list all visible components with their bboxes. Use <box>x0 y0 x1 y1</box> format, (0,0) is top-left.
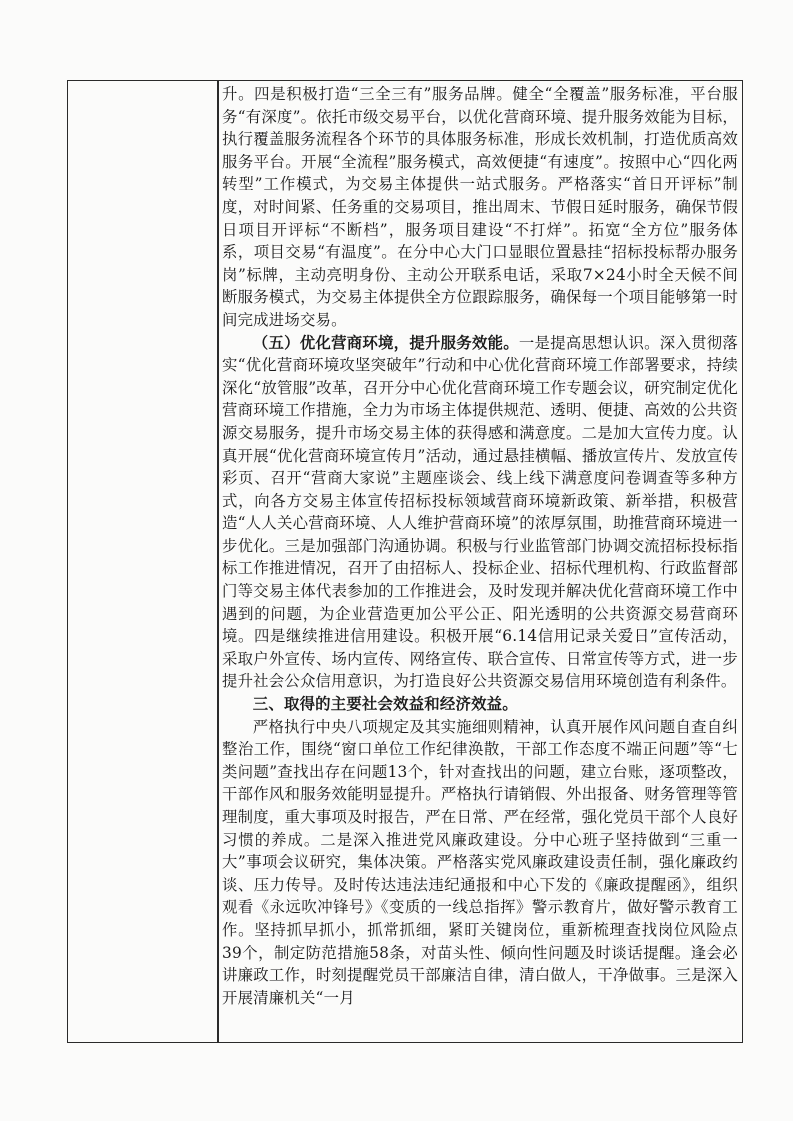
section-5-paragraph <box>222 332 738 694</box>
section-5-body: 一是提高思想认识。深入贯彻落实“优化营商环境攻坚突破年”行动和中心优化营商环境工作部署要求，持续深化“放管服”改革，召开分中心优化营商环境工作专题会议，研究制定优化营商环境工作措施，全力为市场主体提供规范、透明、便捷、高效的公共资源交易服务，提升市场交易主体的获得感和满意度。二是加大宣传力度。认真开展“优化营商环境宣传月”活动，通过悬挂横幅、播放宣传片、发放宣传彩页、召开“营商大家说”主题座谈会、线上线下满意度问卷调查等多种方式，向各方交易主体宣传招标投标领域营商环境新政策、新举措，积极营造“人人关心营商环境、人人维护营商环境”的浓厚氛围，助推营商环境进一步优化。三是加强部门沟通协调。积极与行业监管部门协调交流招标投标指标工作推进情况，召开了由招标人、投标企业、招标代理机构、行政监督部门等交易主体代表参加的工作推进会，及时发现并解决优化营商环境工作中遇到的问题，为企业营造更加公平公正、阳光透明的公共资源交易营商环境。四是继续推进信用建设。积极开展“6.14信用记录关爱日”宣传活动，采取户外宣传、场内宣传、网络宣传、联合宣传、日常宣传等方式，进一步提升社会公众信用意识，为打造良好公共资源交易信用环境创造有利条件。 <box>222 333 738 691</box>
section-5-heading: （五）优化营商环境，提升服务效能。 <box>252 333 519 352</box>
content-cell <box>222 83 738 1009</box>
section-3-body: 严格执行中央八项规定及其实施细则精神，认真开展作风问题自查自纠整治工作，围绕“窗口单位工作纪律涣散，干部工作态度不端正问题”等“七类问题”查找出存在问题13个，针对查找出的问题，建立台账，逐项整改，干部作风和服务效能明显提升。严格执行请销假、外出报备、财务管理等管理制度，重大事项及时报告，严在日常、严在经常，强化党员干部个人良好习惯的养成。二是深入推进党风廉政建设。分中心班子坚持做到“三重一大”事项会议研究，集体决策。严格落实党风廉政建设责任制，强化廉政约谈、压力传导。及时传达违法违纪通报和中心下发的《廉政提醒函》，组织观看《永远吹冲锋号》《变质的一线总指挥》警示教育片，做好警示教育工作。坚持抓早抓小，抓常抓细，紧盯关键岗位，重新梳理查找岗位风险点39个，制定防范措施58条，对苗头性、倾向性问题及时谈话提醒。逢会必讲廉政工作，时刻提醒党员干部廉洁自律，清白做人，干净做事。三是深入开展清廉机关“一月 <box>222 717 738 1007</box>
section-3-heading: 三、取得的主要社会效益和经济效益。 <box>252 695 518 714</box>
column-divider <box>217 80 219 1043</box>
intro-paragraph: 升。四是积极打造“三全三有”服务品牌。健全“全覆盖”服务标准，平台服务“有深度”。依托市级交易平台，以优化营商环境、提升服务效能为目标，执行覆盖服务流程各个环节的具体服务标准，形成长效机制，打造优质高效服务平台。开展“全流程”服务模式，高效便捷“有速度”。按照中心“四化两转型”工作模式，为交易主体提供一站式服务。严格落实“首日开评标”制度，对时间紧、任务重的交易项目，推出周末、节假日延时服务，确保节假日项目开评标“不断档”，服务项目建设“不打烊”。拓宽“全方位”服务体系，项目交易“有温度”。在分中心大门口显眼位置悬挂“招标投标帮办服务岗”标牌，主动亮明身份、主动公开联系电话，采取7×24小时全天候不间断服务模式，为交易主体提供全方位跟踪服务，确保每一个项目能够第一时间完成进场交易。 <box>222 85 738 329</box>
